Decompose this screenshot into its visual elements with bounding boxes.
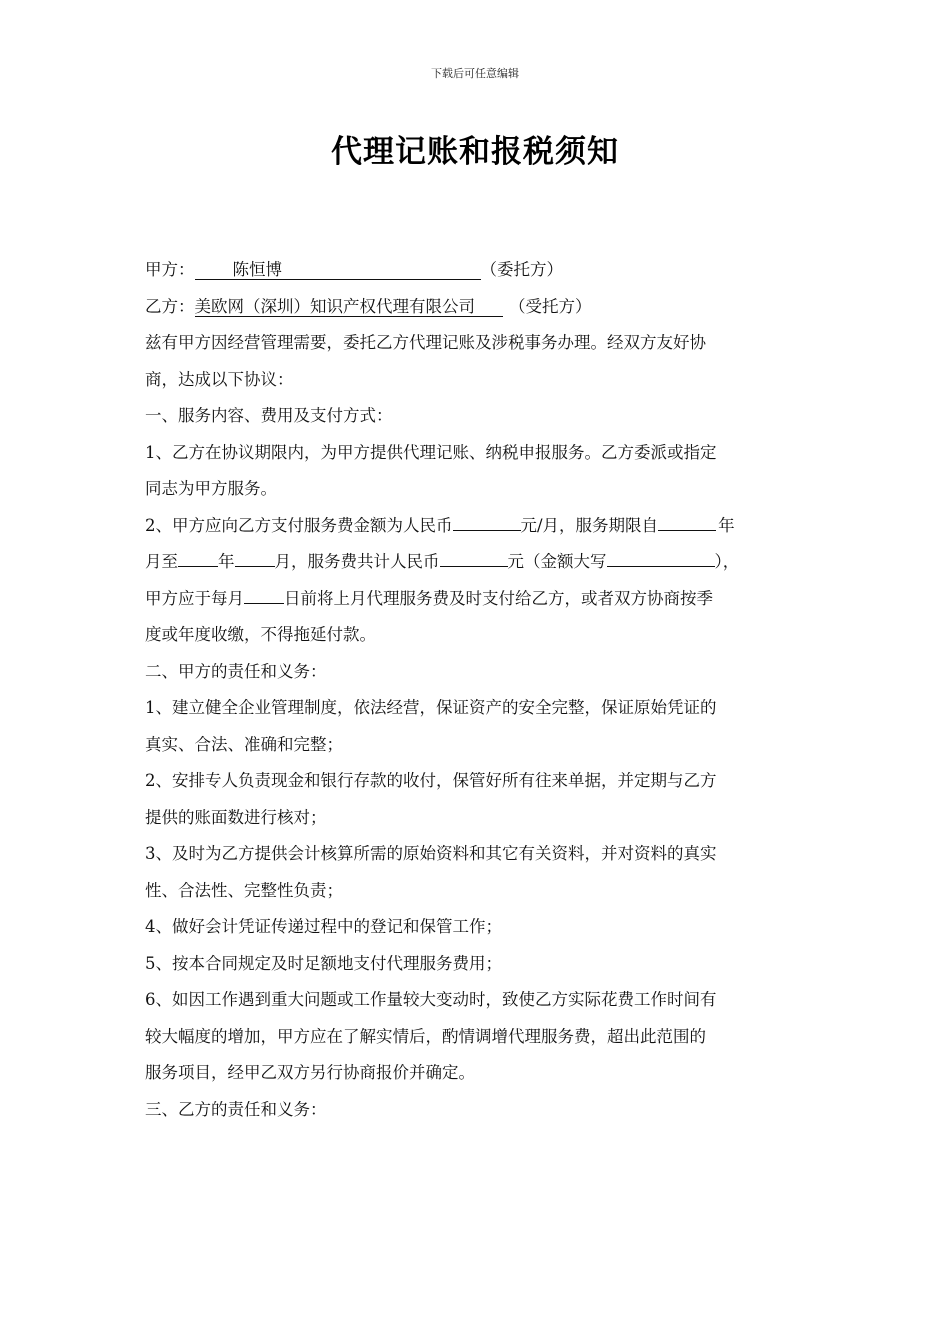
section-1-item-2-line-1	[145, 508, 817, 545]
item-2-text-g: 元（金额大写	[507, 552, 607, 571]
document-title: 代理记账和报税须知	[331, 134, 619, 170]
section-2-heading: 二、甲方的责任和义务：	[145, 661, 327, 681]
item-2-text-e: 年	[218, 552, 235, 571]
party-b-label: 乙方：	[145, 296, 195, 316]
item-2-text-f: 月，服务费共计人民币	[274, 552, 440, 571]
payment-day-blank	[244, 586, 284, 604]
section-1-item-1-line-1: 1、乙方在协议期限内，为甲方提供代理记账、纳税申报服务。乙方委派或指定	[145, 442, 717, 462]
section-2-item-2-line-1: 2、安排专人负责现金和银行存款的收付，保管好所有往来单据，并定期与乙方	[145, 771, 717, 790]
party-b-role: （受托方）	[509, 296, 592, 316]
intro-line-2: 商，达成以下协议：	[145, 369, 294, 389]
section-1-item-1-line-2: 同志为甲方服务。	[145, 479, 277, 498]
section-3-heading: 三、乙方的责任和义务：	[145, 1099, 327, 1119]
amount-in-words-blank	[607, 549, 715, 567]
party-a-name: 陈恒博	[232, 260, 282, 279]
section-2-item-5: 5、按本合同规定及时足额地支付代理服务费用；	[145, 953, 502, 973]
party-a-name-field	[195, 260, 481, 280]
section-2-item-1-line-2: 真实、合法、准确和完整；	[145, 734, 343, 754]
service-start-month-blank	[178, 549, 218, 567]
party-b-name: 美欧网（深圳）知识产权代理有限公司	[194, 296, 475, 316]
item-2-text-d: 月至	[145, 552, 178, 571]
item-2-text-h: ），	[714, 552, 740, 571]
section-1-heading: 一、服务内容、费用及支付方式：	[145, 406, 393, 425]
party-b-name-field	[195, 297, 504, 317]
section-2-item-3-line-2: 性、合法性、完整性负责；	[145, 880, 343, 900]
party-a-line	[145, 252, 817, 289]
monthly-fee-blank	[453, 513, 521, 531]
section-2-item-6-line-1: 6、如因工作遇到重大问题或工作量较大变动时，致使乙方实际花费工作时间有	[145, 990, 717, 1009]
item-2-text-j: 日前将上月代理服务费及时支付给乙方，或者双方协商按季	[284, 588, 713, 608]
section-2-item-3-line-1: 3、及时为乙方提供会计核算所需的原始资料和其它有关资料，并对资料的真实	[145, 844, 717, 863]
section-1-item-2-line-4: 度或年度收缴，不得拖延付款。	[145, 625, 376, 644]
item-2-text-i: 甲方应于每月	[145, 588, 244, 608]
document-body	[145, 252, 817, 1128]
intro-line-1: 兹有甲方因经营管理需要，委托乙方代理记账及涉税事务办理。经双方友好协	[145, 333, 706, 352]
section-2-item-1-line-1: 1、建立健全企业管理制度，依法经营，保证资产的安全完整，保证原始凭证的	[145, 698, 717, 717]
item-2-text-b: 元/月，服务期限自	[520, 515, 659, 535]
service-end-year-blank	[235, 549, 275, 567]
item-2-text-c: 年	[718, 515, 735, 535]
section-1-item-2-line-3	[145, 581, 817, 618]
party-a-label: 甲方：	[145, 260, 195, 279]
header-note: 下载后可任意编辑	[431, 67, 519, 80]
service-start-year-blank	[658, 513, 716, 531]
section-2-item-6-line-3: 服务项目，经甲乙双方另行协商报价并确定。	[145, 1063, 475, 1082]
section-2-item-6-line-2: 较大幅度的增加，甲方应在了解实情后，酌情调增代理服务费，超出此范围的	[145, 1026, 706, 1046]
total-fee-blank	[440, 549, 508, 567]
item-2-text-a: 2、甲方应向乙方支付服务费金额为人民币	[145, 515, 453, 535]
party-a-role: （委托方）	[480, 260, 563, 279]
section-1-item-2-line-2	[145, 544, 817, 581]
section-2-item-4: 4、做好会计凭证传递过程中的登记和保管工作；	[145, 917, 502, 936]
party-b-line	[145, 289, 817, 326]
section-2-item-2-line-2: 提供的账面数进行核对；	[145, 807, 327, 827]
